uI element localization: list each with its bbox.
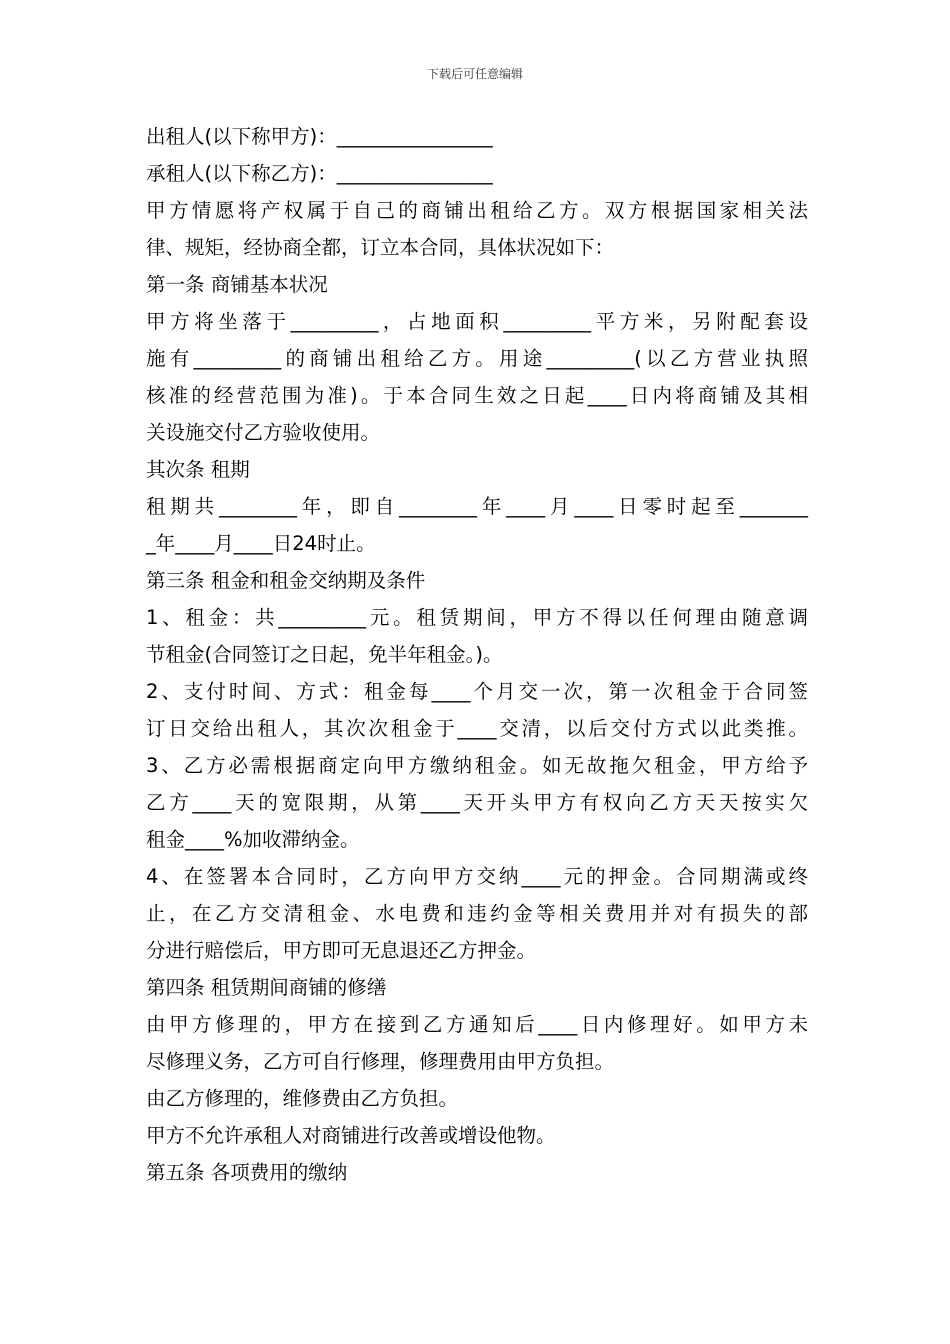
contract-line: 第一条 商铺基本状况 (146, 273, 328, 296)
contract-line: 4、在签署本合同时，乙方向甲方交纳____元的押金。合同期满或终 (146, 865, 808, 888)
contract-line: 其次条 租期 (146, 458, 250, 481)
contract-line: 尽修理义务，乙方可自行修理，修理费用由甲方负担。 (146, 1050, 615, 1073)
page-header: 下载后可任意编辑 (426, 67, 523, 81)
contract-line: 甲方不允许承租人对商铺进行改善或增设他物。 (146, 1124, 556, 1147)
contract-line: 第五条 各项费用的缴纳 (146, 1161, 348, 1184)
contract-line: 2、支付时间、方式：租金每____个月交一次，第一次租金于合同签 (146, 680, 808, 703)
contract-line: 律、规矩，经协商全都，订立本合同，具体状况如下： (146, 236, 615, 259)
contract-line: 1、租金：共_________元。租赁期间，甲方不得以任何理由随意调 (146, 606, 808, 629)
contract-line: 第四条 租赁期间商铺的修缮 (146, 976, 387, 999)
contract-body (146, 118, 808, 1191)
contract-line: 关设施交付乙方验收使用。 (146, 421, 381, 444)
contract-line: 甲方情愿将产权属于自己的商铺出租给乙方。双方根据国家相关法 (146, 199, 808, 222)
contract-line: _年____月____日24时止。 (146, 532, 376, 555)
contract-line: 订日交给出租人，其次次租金于____交清，以后交付方式以此类推。 (146, 717, 808, 740)
contract-line: 乙方____天的宽限期，从第____天开头甲方有权向乙方天天按实欠 (146, 791, 808, 814)
contract-line: 施有_________的商铺出租给乙方。用途_________(以乙方营业执照 (146, 347, 808, 370)
contract-line: 分进行赔偿后，甲方即可无息退还乙方押金。 (146, 939, 537, 962)
contract-line: 甲方将坐落于_________，占地面积_________平方米，另附配套设 (146, 310, 808, 333)
contract-line: 租期共________年，即自________年____月____日零时起至_______ (146, 495, 808, 518)
contract-line: 由乙方修理的，维修费由乙方负担。 (146, 1087, 459, 1110)
contract-line: 出租人(以下称甲方)：________________ (146, 125, 493, 148)
contract-line: 承租人(以下称乙方)：________________ (146, 162, 493, 185)
contract-line: 租金____%加收滞纳金。 (146, 828, 360, 851)
contract-line: 3、乙方必需根据商定向甲方缴纳租金。如无故拖欠租金，甲方给予 (146, 754, 808, 777)
contract-line: 由甲方修理的，甲方在接到乙方通知后____日内修理好。如甲方未 (146, 1013, 808, 1036)
contract-line: 节租金(合同签订之日起，免半年租金。)。 (146, 643, 503, 666)
contract-line: 第三条 租金和租金交纳期及条件 (146, 569, 426, 592)
contract-line: 核准的经营范围为准)。于本合同生效之日起____日内将商铺及其相 (146, 384, 808, 407)
contract-line: 止，在乙方交清租金、水电费和违约金等相关费用并对有损失的部 (146, 902, 808, 925)
